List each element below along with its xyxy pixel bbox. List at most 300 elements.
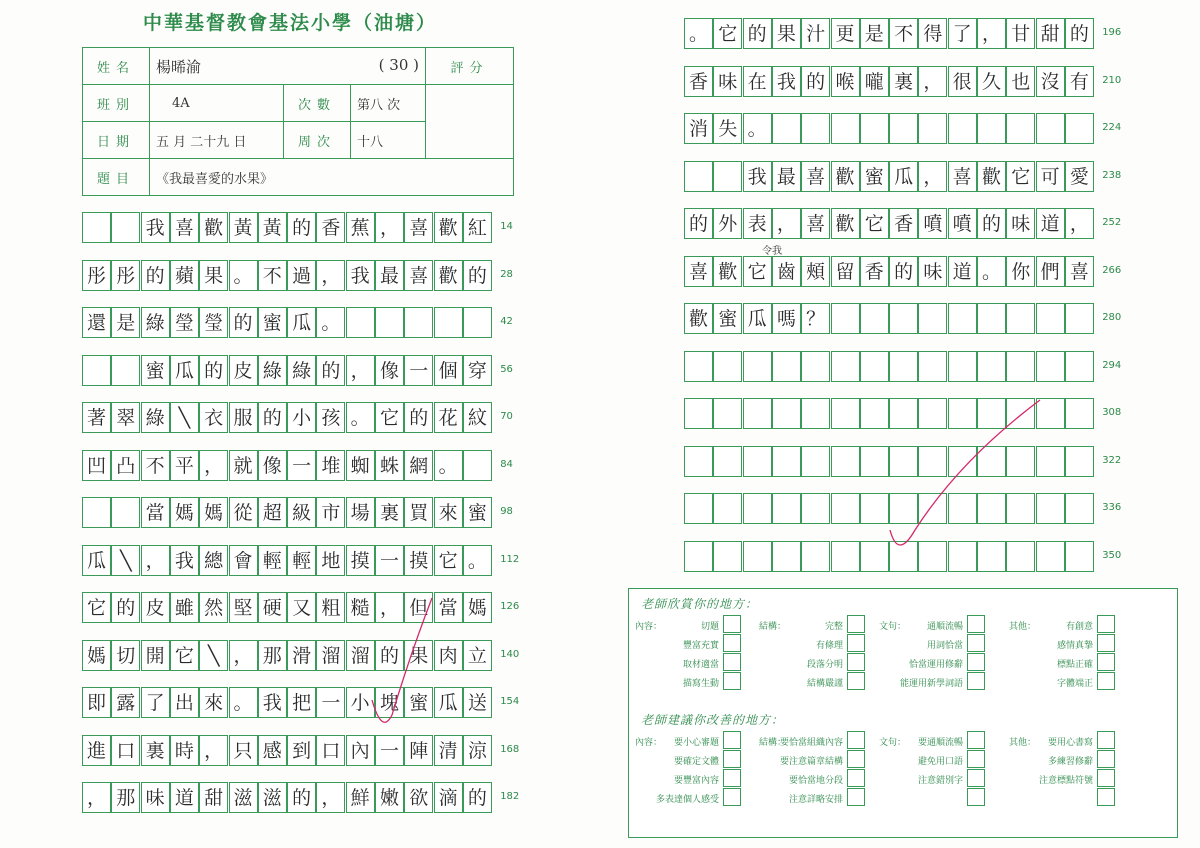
- improve-title: 老師建議你改善的地方：: [641, 713, 785, 727]
- grid-cell: 它: [860, 208, 889, 239]
- grid-cell: 市: [316, 497, 345, 528]
- grid-cell: 消: [684, 113, 713, 144]
- grid-cell: 小: [346, 687, 375, 718]
- feedback-criterion: 有條理: [815, 641, 843, 651]
- feedback-checkbox[interactable]: [967, 731, 985, 749]
- grid-cell: 甜: [1036, 18, 1065, 49]
- grid-cell: 綠: [287, 355, 316, 386]
- grid-cell: 蜜: [713, 303, 742, 334]
- grid-cell: [948, 541, 977, 572]
- feedback-checkbox[interactable]: [847, 750, 865, 768]
- feedback-checkbox[interactable]: [847, 653, 865, 671]
- grid-cell: 香: [889, 208, 918, 239]
- grid-cell: 的: [316, 355, 345, 386]
- grid-cell: [772, 446, 801, 477]
- grid-cell: [111, 212, 140, 243]
- grid-cell: [1036, 446, 1065, 477]
- feedback-checkbox[interactable]: [723, 672, 741, 690]
- grid-cell: [860, 113, 889, 144]
- grid-cell: 喜: [404, 260, 433, 291]
- feedback-checkbox[interactable]: [1097, 731, 1115, 749]
- grid-cell: [889, 541, 918, 572]
- grid-cell: 塊: [375, 687, 404, 718]
- grid-cell: 喜: [948, 161, 977, 192]
- grid-cell: 味: [713, 66, 742, 97]
- grid-cell: 香: [860, 256, 889, 287]
- times-label: 次數: [284, 85, 351, 122]
- grid-cell: [1065, 398, 1094, 429]
- grid-cell: 瓜: [170, 355, 199, 386]
- grid-cell: [713, 398, 742, 429]
- grid-cell: [111, 497, 140, 528]
- grid-cell: [889, 493, 918, 524]
- grid-cell: 超: [258, 497, 287, 528]
- grid-cell: 瓜: [889, 161, 918, 192]
- grid-cell: 失: [713, 113, 742, 144]
- grid-cell: 買: [404, 497, 433, 528]
- grid-cell: 瓜: [82, 545, 111, 576]
- feedback-checkbox[interactable]: [723, 750, 741, 768]
- grid-cell: 歡: [684, 303, 713, 334]
- grid-cell: 我: [258, 687, 287, 718]
- grid-cell: 媽: [82, 640, 111, 671]
- grid-cell: [375, 307, 404, 338]
- grid-cell: [1006, 303, 1035, 334]
- grid-cell: [977, 446, 1006, 477]
- grid-cell: 來: [434, 497, 463, 528]
- grid-cell: 個: [434, 355, 463, 386]
- grid-cell: [889, 351, 918, 382]
- feedback-criterion: 要確定文體: [673, 757, 719, 767]
- date-label: 日期: [83, 122, 150, 159]
- grid-cell: [713, 446, 742, 477]
- grid-cell: 媽: [170, 497, 199, 528]
- row-count-label: 252: [1102, 217, 1122, 228]
- grid-cell: 甘: [1006, 18, 1035, 49]
- feedback-criterion: 通順流暢: [926, 622, 963, 632]
- grid-cell: 。: [434, 450, 463, 481]
- feedback-criterion: 要注意篇章結構: [779, 757, 843, 767]
- feedback-criterion: 避免用口語: [917, 757, 963, 767]
- grid-cell: 花: [434, 402, 463, 433]
- grid-cell: 開: [141, 640, 170, 671]
- grid-cell: 的: [287, 212, 316, 243]
- grid-cell: 感: [258, 735, 287, 766]
- grid-cell: [713, 351, 742, 382]
- grid-cell: ，: [375, 592, 404, 623]
- feedback-checkbox[interactable]: [847, 788, 865, 806]
- grid-cell: 瑩: [170, 307, 199, 338]
- grid-cell: 平: [170, 450, 199, 481]
- grid-cell: 鮮: [346, 782, 375, 813]
- grid-cell: [463, 307, 492, 338]
- grid-cell: [977, 113, 1006, 144]
- row-count-label: 294: [1102, 359, 1122, 371]
- row-count-label: 84: [500, 458, 513, 470]
- grid-cell: 嗎: [772, 303, 801, 334]
- grid-cell: [82, 355, 111, 386]
- feedback-checkbox[interactable]: [847, 634, 865, 652]
- feedback-criterion: 標點正確: [1056, 660, 1093, 670]
- grid-cell: 的: [199, 355, 228, 386]
- grid-cell: [831, 351, 860, 382]
- grid-cell: [684, 493, 713, 524]
- feedback-checkbox[interactable]: [847, 672, 865, 690]
- feedback-checkbox[interactable]: [967, 788, 985, 806]
- grid-cell: 道: [170, 782, 199, 813]
- grid-cell: 汁: [801, 18, 830, 49]
- grid-cell: [977, 541, 1006, 572]
- grid-cell: [860, 351, 889, 382]
- feedback-checkbox[interactable]: [1097, 634, 1115, 652]
- feedback-checkbox[interactable]: [1097, 653, 1115, 671]
- row-count-label: 238: [1102, 169, 1122, 181]
- score-label: 評分: [426, 48, 514, 85]
- grid-cell: ，: [918, 161, 947, 192]
- grid-cell: [801, 541, 830, 572]
- grid-cell: ，: [199, 450, 228, 481]
- grid-cell: 溜: [316, 640, 345, 671]
- student-info-table: [82, 47, 514, 196]
- grid-cell: [463, 450, 492, 481]
- grid-cell: 沒: [1036, 66, 1065, 97]
- grid-cell: [977, 493, 1006, 524]
- row-count-label: 308: [1102, 407, 1122, 418]
- grid-cell: [948, 113, 977, 144]
- row-count-label: 28: [500, 268, 513, 280]
- feedback-checkbox[interactable]: [967, 634, 985, 652]
- grid-cell: ╲: [111, 545, 140, 576]
- feedback-criterion: 要用心書寫: [1047, 738, 1093, 748]
- feedback-checkbox[interactable]: [723, 788, 741, 806]
- grid-cell: [889, 398, 918, 429]
- grid-cell: 我: [141, 212, 170, 243]
- grid-cell: 的: [463, 782, 492, 813]
- grid-cell: 蜜: [258, 307, 287, 338]
- grid-cell: 口: [316, 735, 345, 766]
- grid-cell: ，: [229, 640, 258, 671]
- grid-cell: 果: [404, 640, 433, 671]
- feedback-criterion: 字體端正: [1056, 679, 1093, 689]
- grid-cell: 摸: [404, 545, 433, 576]
- grid-cell: [713, 541, 742, 572]
- week-label: 周次: [284, 122, 351, 159]
- grid-cell: 歡: [434, 212, 463, 243]
- grid-cell: [801, 493, 830, 524]
- grid-cell: [1065, 541, 1094, 572]
- appreciate-title: 老師欣賞你的地方：: [641, 597, 759, 611]
- grid-cell: 我: [743, 161, 772, 192]
- feedback-criterion: 用詞恰當: [926, 641, 963, 651]
- grid-cell: 媽: [199, 497, 228, 528]
- grid-cell: 的: [287, 782, 316, 813]
- feedback-category-label: 其他：: [1009, 738, 1037, 748]
- grid-cell: 味: [1006, 208, 1035, 239]
- feedback-checkbox[interactable]: [847, 769, 865, 787]
- grid-cell: 小: [287, 402, 316, 433]
- feedback-criterion: 豐富充實: [682, 641, 719, 651]
- feedback-checkbox[interactable]: [1097, 672, 1115, 690]
- grid-cell: [801, 446, 830, 477]
- grid-cell: 立: [463, 640, 492, 671]
- grid-cell: [684, 161, 713, 192]
- grid-cell: 切: [111, 640, 140, 671]
- grid-cell: 彤: [111, 260, 140, 291]
- row-count-label: 196: [1102, 27, 1122, 38]
- grid-cell: 地: [316, 545, 345, 576]
- grid-cell: [801, 351, 830, 382]
- grid-cell: 的: [463, 260, 492, 291]
- grid-cell: [860, 446, 889, 477]
- row-count-label: 42: [500, 316, 513, 327]
- grid-cell: 那: [258, 640, 287, 671]
- grid-cell: [889, 303, 918, 334]
- class-value: 4A: [150, 85, 284, 122]
- grid-cell: [860, 541, 889, 572]
- grid-cell: 的: [375, 640, 404, 671]
- feedback-criterion: 多練習修辭: [1047, 757, 1093, 767]
- grid-cell: 。: [316, 307, 345, 338]
- grid-cell: 喜: [684, 256, 713, 287]
- grid-cell: [831, 398, 860, 429]
- grid-cell: ，: [199, 735, 228, 766]
- feedback-checkbox[interactable]: [967, 672, 985, 690]
- grid-cell: 即: [82, 687, 111, 718]
- grid-cell: 噴: [948, 208, 977, 239]
- grid-cell: 是: [111, 307, 140, 338]
- grid-cell: 衣: [199, 402, 228, 433]
- score-box: [426, 85, 514, 159]
- feedback-category-label: 文句：: [879, 738, 907, 748]
- grid-cell: ，: [82, 782, 111, 813]
- grid-cell: 把: [287, 687, 316, 718]
- grid-cell: 服: [229, 402, 258, 433]
- grid-cell: 一: [375, 735, 404, 766]
- grid-cell: [948, 446, 977, 477]
- grid-cell: 了: [948, 18, 977, 49]
- grid-cell: ，: [346, 355, 375, 386]
- grid-cell: 溜: [346, 640, 375, 671]
- date-value: 五 月 二十九 日: [150, 122, 284, 159]
- feedback-checkbox[interactable]: [847, 615, 865, 633]
- grid-cell: [1065, 303, 1094, 334]
- feedback-checkbox[interactable]: [967, 653, 985, 671]
- grid-cell: 會: [229, 545, 258, 576]
- grid-cell: 久: [977, 66, 1006, 97]
- feedback-category-label: 結構：: [759, 738, 787, 748]
- grid-cell: 喜: [404, 212, 433, 243]
- grid-cell: 裏: [375, 497, 404, 528]
- feedback-checkbox[interactable]: [723, 615, 741, 633]
- feedback-checkbox[interactable]: [967, 769, 985, 787]
- grid-cell: 它: [375, 402, 404, 433]
- grid-cell: 很: [948, 66, 977, 97]
- grid-cell: ，: [1065, 208, 1094, 239]
- feedback-criterion: 有創意: [1065, 622, 1093, 632]
- grid-cell: 留: [831, 256, 860, 287]
- feedback-checkbox[interactable]: [1097, 750, 1115, 768]
- grid-cell: 硬: [258, 592, 287, 623]
- grid-cell: [1006, 446, 1035, 477]
- grid-cell: [918, 446, 947, 477]
- feedback-criterion: 結構嚴謹: [806, 679, 843, 689]
- grid-cell: 蜜: [860, 161, 889, 192]
- grid-cell: 歡: [977, 161, 1006, 192]
- grid-cell: 的: [404, 402, 433, 433]
- grid-cell: ，: [375, 212, 404, 243]
- grid-cell: 的: [141, 260, 170, 291]
- grid-cell: [831, 446, 860, 477]
- grid-cell: [831, 113, 860, 144]
- feedback-criterion: 注意錯別字: [917, 776, 963, 786]
- feedback-criterion: 完整: [824, 622, 843, 632]
- grid-cell: [1065, 446, 1094, 477]
- feedback-category-label: 內容：: [635, 738, 663, 748]
- grid-cell: 雖: [170, 592, 199, 623]
- grid-cell: 綠: [258, 355, 287, 386]
- grid-cell: 一: [375, 545, 404, 576]
- grid-cell: 嚨: [860, 66, 889, 97]
- grid-cell: [948, 303, 977, 334]
- grid-cell: 還: [82, 307, 111, 338]
- grid-cell: ，: [316, 782, 345, 813]
- grid-cell: [772, 113, 801, 144]
- grid-cell: 嫩: [375, 782, 404, 813]
- grid-cell: 欲: [404, 782, 433, 813]
- row-count-label: 350: [1102, 549, 1122, 561]
- grid-cell: 那: [111, 782, 140, 813]
- grid-cell: [1036, 303, 1065, 334]
- feedback-criterion: 恰當運用修辭: [908, 660, 963, 670]
- row-count-label: 182: [500, 791, 520, 802]
- grid-cell: 香: [684, 66, 713, 97]
- grid-cell: 時: [170, 735, 199, 766]
- grid-cell: 。: [346, 402, 375, 433]
- row-count-label: 224: [1102, 122, 1122, 133]
- grid-cell: [743, 351, 772, 382]
- grid-cell: 的: [229, 307, 258, 338]
- grid-cell: ╲: [199, 640, 228, 671]
- grid-cell: [860, 303, 889, 334]
- grid-cell: 果: [772, 18, 801, 49]
- grid-cell: 又: [287, 592, 316, 623]
- feedback-criterion: 要小心審題: [673, 738, 719, 748]
- grid-cell: [772, 493, 801, 524]
- grid-cell: [684, 541, 713, 572]
- grid-cell: 我: [170, 545, 199, 576]
- grid-cell: 。: [229, 687, 258, 718]
- grid-cell: 蛛: [375, 450, 404, 481]
- grid-cell: 味: [141, 782, 170, 813]
- grid-cell: ，: [977, 18, 1006, 49]
- feedback-checkbox[interactable]: [723, 634, 741, 652]
- grid-cell: 黃: [258, 212, 287, 243]
- grid-cell: 滋: [229, 782, 258, 813]
- student-name: 楊晞渝: [156, 57, 202, 76]
- row-count-label: 126: [500, 601, 520, 612]
- feedback-criterion: 能運用新學詞語: [899, 679, 963, 689]
- feedback-checkbox[interactable]: [723, 769, 741, 787]
- grid-cell: [948, 493, 977, 524]
- feedback-criterion: 注意標點符號: [1038, 776, 1093, 786]
- grid-cell: 。: [229, 260, 258, 291]
- grid-cell: 愛: [1065, 161, 1094, 192]
- feedback-criterion: 注意詳略安排: [788, 795, 843, 805]
- feedback-criterion: 切題: [700, 622, 719, 632]
- grid-cell: 它: [170, 640, 199, 671]
- grid-cell: 不: [889, 18, 918, 49]
- grid-cell: 它: [743, 256, 772, 287]
- feedback-checkbox[interactable]: [967, 750, 985, 768]
- grid-cell: 的: [684, 208, 713, 239]
- feedback-checkbox[interactable]: [847, 731, 865, 749]
- grid-cell: 蕉: [346, 212, 375, 243]
- grid-cell: 就: [229, 450, 258, 481]
- grid-cell: 紅: [463, 212, 492, 243]
- grid-cell: 的: [111, 592, 140, 623]
- grid-cell: 陣: [404, 735, 433, 766]
- grid-cell: [1006, 493, 1035, 524]
- grid-cell: 輕: [287, 545, 316, 576]
- grid-cell: 肉: [434, 640, 463, 671]
- grid-cell: 網: [404, 450, 433, 481]
- grid-cell: [1006, 351, 1035, 382]
- feedback-criterion: 取材適當: [682, 660, 719, 670]
- row-count-label: 154: [500, 696, 520, 707]
- feedback-checkbox[interactable]: [723, 653, 741, 671]
- grid-cell: 當: [141, 497, 170, 528]
- grid-cell: [82, 212, 111, 243]
- grid-cell: 瓜: [287, 307, 316, 338]
- class-number: ( 30 ): [378, 55, 419, 74]
- feedback-checkbox[interactable]: [967, 615, 985, 633]
- grid-cell: 從: [229, 497, 258, 528]
- grid-cell: 露: [111, 687, 140, 718]
- grid-cell: 。: [463, 545, 492, 576]
- times-value: 第八 次: [351, 85, 426, 122]
- grid-cell: [713, 161, 742, 192]
- feedback-checkbox[interactable]: [1097, 615, 1115, 633]
- grid-cell: 歡: [831, 161, 860, 192]
- grid-cell: 蜜: [463, 497, 492, 528]
- feedback-checkbox[interactable]: [723, 731, 741, 749]
- grid-cell: [772, 541, 801, 572]
- grid-cell: 它: [82, 592, 111, 623]
- grid-cell: 瓜: [434, 687, 463, 718]
- grid-cell: [434, 307, 463, 338]
- grid-cell: 。: [743, 113, 772, 144]
- feedback-checkbox[interactable]: [1097, 788, 1115, 806]
- grid-cell: [1036, 541, 1065, 572]
- feedback-criterion: 感情真摯: [1056, 641, 1093, 651]
- grid-cell: ╲: [170, 402, 199, 433]
- grid-cell: 黃: [229, 212, 258, 243]
- feedback-checkbox[interactable]: [1097, 769, 1115, 787]
- grid-cell: 綠: [141, 402, 170, 433]
- grid-cell: 齒: [772, 256, 801, 287]
- grid-cell: 彤: [82, 260, 111, 291]
- grid-cell: 送: [463, 687, 492, 718]
- feedback-category-label: 結構：: [759, 622, 787, 632]
- grid-cell: 更: [831, 18, 860, 49]
- grid-cell: 總: [199, 545, 228, 576]
- grid-cell: 我: [772, 66, 801, 97]
- grid-cell: 到: [287, 735, 316, 766]
- row-count-label: 266: [1102, 264, 1122, 276]
- grid-cell: 皮: [229, 355, 258, 386]
- grid-cell: [831, 541, 860, 572]
- grid-cell: 一: [287, 450, 316, 481]
